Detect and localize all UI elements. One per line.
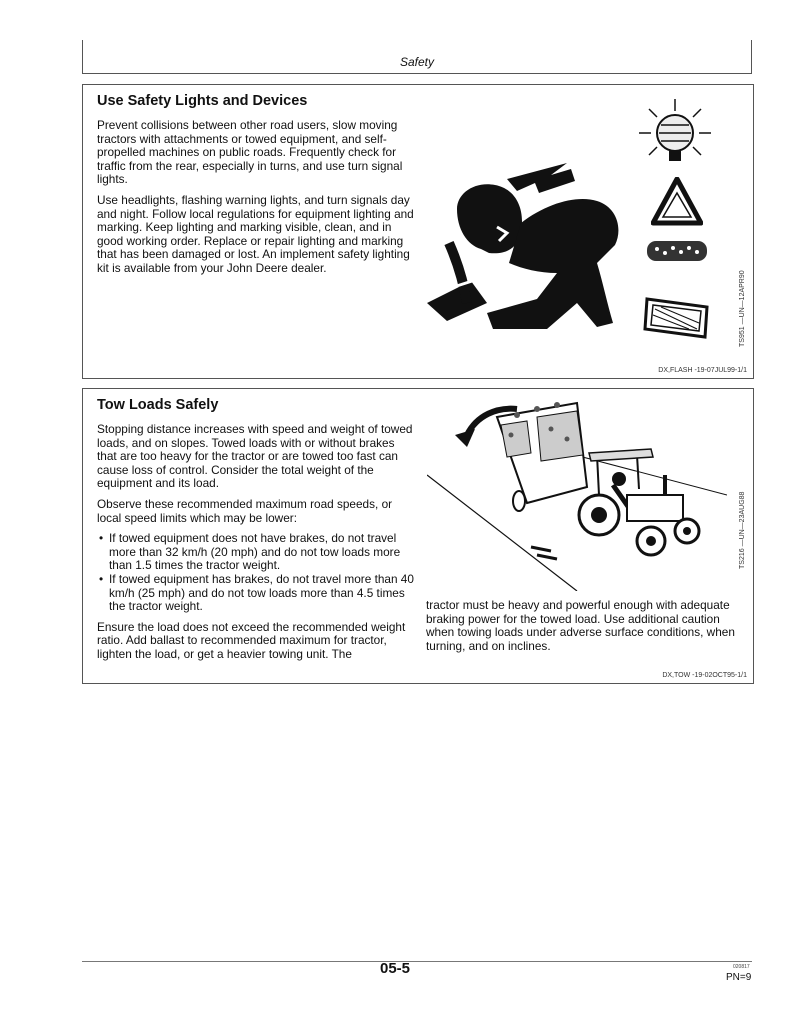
amber-reflector-icon — [645, 237, 709, 265]
paragraph: Observe these recommended maximum road speeds, or local speed limits which may be lower: — [97, 496, 393, 525]
page-index: PN=9 — [726, 972, 752, 983]
figure-code: TS951 —UN—12APR90 — [739, 270, 746, 347]
tow-loads-heading: Tow Loads Safely — [97, 397, 219, 413]
driver-looking-back-illustration — [427, 153, 667, 353]
flashing-light-icon — [639, 99, 711, 169]
tail-light-icon — [641, 295, 711, 341]
list-item: • If towed equipment has brakes, do not travel more than 40 km/h (25 mph) and do not tow loads more than 4.5 times the tractor weight. — [97, 573, 415, 614]
paragraph: Ensure the load does not exceed the recommended weight ratio. Add ballast to recommended maximum for tractor, lighten the load, or get a heavier towing unit. The — [97, 619, 406, 661]
figure-code: TS216 —UN—23AUG88 — [739, 491, 746, 569]
page-title — [83, 55, 751, 69]
page-header — [82, 40, 752, 74]
page-number: 05-5 — [380, 960, 411, 977]
slow-moving-vehicle-icon — [651, 177, 703, 227]
footer-code: 020817 — [733, 964, 750, 970]
safety-lights-heading: Use Safety Lights and Devices — [97, 93, 308, 109]
tractor-towing-load-illustration — [427, 395, 727, 591]
safety-lights-text — [97, 119, 415, 283]
tow-loads-panel — [82, 388, 754, 684]
safety-lights-panel — [82, 84, 754, 379]
paragraph: Prevent collisions between other road users, slow moving tractors with attachments or towed equipment, and self-propelled machines on public roads. Frequently check for traffic from the rear, especially in turns, and use turn signal lights. — [97, 118, 403, 187]
document-code: DX,FLASH -19-07JUL99-1/1 — [658, 367, 747, 374]
paragraph: Use headlights, flashing warning lights, and turn signals day and night. Follow local regulations for equipment lighting and marking. Keep lighting and marking visible, clean, and in good working order. Replace or repair lighting and marking that has been damaged or lost. An implement safety lighting kit is available from your John Deere dealer. — [97, 192, 414, 275]
paragraph: Stopping distance increases with speed and weight of towed loads, and on slopes. Towed loads with or without brakes that are too heavy for the tractor or are towed too fast can cause loss of control. Consider the total weight of the equipment and its load. — [97, 422, 413, 491]
continued-paragraph: tractor must be heavy and powerful enough with adequate braking power for the towed load. Use additional caution when towing loads under adverse surface conditions, when turning, and on inclines. — [426, 598, 735, 653]
tow-loads-text — [97, 423, 415, 669]
footer-divider — [82, 961, 752, 962]
list-item: • If towed equipment does not have brakes, do not travel more than 32 km/h (20 mph) and do not tow loads more than 1.5 times the tractor weight. — [97, 532, 415, 573]
document-code: DX,TOW -19-02OCT95-1/1 — [662, 672, 747, 679]
section-title-text: Safety — [399, 55, 435, 69]
speed-limit-list — [97, 532, 415, 614]
